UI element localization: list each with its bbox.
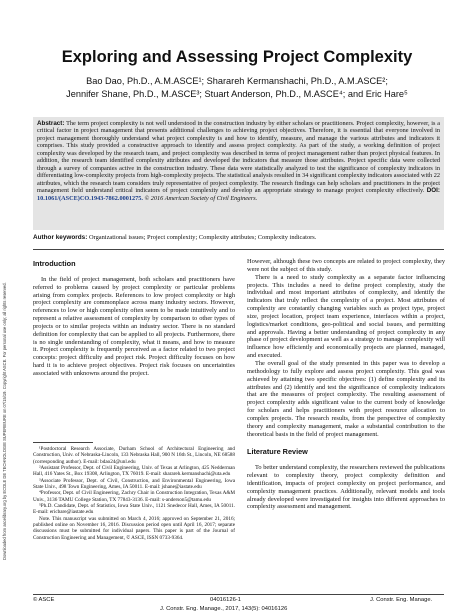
author-line-1: Bao Dao, Ph.D., A.M.ASCE¹; Sharareh Kermanshachi, Ph.D., A.M.ASCE²; <box>86 76 388 86</box>
right-paragraph-1: However, although these two concepts are related to project complexity, they were not the subject of this study. <box>247 258 445 273</box>
doi-label: DOI: <box>426 187 440 195</box>
footnote-2: ²Assistant Professor, Dept. of Civil Engineering, Univ. of Texas at Arlington, 425 Nedderman Hall, 416 Yates St., Box 19308, Arlington, TX 76019. E-mail: sharareh.kermanshachi@uta.edu <box>33 465 235 478</box>
footnote-divider <box>33 442 93 443</box>
footer-journal: J. Constr. Eng. Manage. <box>370 597 433 603</box>
keywords-text: Organizational issues; Project complexity; Complexity attributes; Complexity indicators. <box>88 234 317 241</box>
footnote-3: ³Associate Professor, Dept. of Civil, Construction, and Environmental Engineering, Iowa State Univ., 498 Town Engineering, Ames, IA 50011. E-mail: jshane@iastate.edu <box>33 477 235 491</box>
footnote-1: ¹Postdoctoral Research Associate, Durham School of Architectural Engineering and Construction, Univ. of Nebraska-Lincoln, 133 Nebraska Hall, 900 N 16th St., Lincoln, NE 68588 (corresponding author). E-mail: bdao24@unl.edu <box>33 446 235 465</box>
footnote-5: ⁵Ph.D. Candidate, Dept. of Statistics, Iowa State Univ., 1121 Snedecor Hall, Ames, IA 50011. E-mail: ericbare@iastate.edu <box>33 503 235 516</box>
keywords <box>33 234 444 242</box>
introduction-heading: Introduction <box>33 259 76 268</box>
keywords-label: Author keywords: <box>33 234 88 241</box>
intro-paragraph: In the field of project management, both scholars and practitioners have referred to problems caused by project complexity or particular problems arising from complex projects. References to low project complexity or high project complexity are commonplace across many industry sectors. However, references to low or high complexity often seem to be made intuitively and to represent a relative assessment of complexity by comparison to other types of projects or to similar projects within an industry sector. There is no standard definition for complexity that can be applied to all projects. Furthermore, there is no single understanding of complexity, what it means, and how to measure it. Project complexity is frequently perceived as a factor related to two project concepts: project difficulty and project risk. Project difficulty focuses on how hard it is to achieve project objectives. Project risk focuses on uncertainties associated with unknowns around the project. <box>33 275 235 377</box>
footer-divider <box>33 594 444 595</box>
footer-citation: J. Constr. Eng. Manage., 2017, 143(5): 04016126 <box>160 606 288 612</box>
abstract-label: Abstract: <box>37 120 65 127</box>
abstract-text: The term project complexity is not well understood in the construction industry by either scholars or practitioners. Project complexity, however, is a critical factor in project management that presents additional challenges to achieving project objectives. Therefore, it is essential that everyone involved in project management thoroughly understand what project complexity is and how to identify, measure, and manage the various attributes and indicators it comprises. This study provided a constructive approach to identify and assess project complexity. As part of the study, a working definition of project complexity was developed by the research team, and project complexity was described in terms of project management rather than project physical features. In addition, the research team identified complexity attributes and developed the indicators that measure those attributes. Project specific data were collected through a survey of companies active in the construction industry. These data were statistically analyzed to test the significance of complexity indicators in differentiating low-complexity projects from high-complexity projects. The statistical analysis resulted in 34 significant complexity indicators associated with 22 attributes, which the research team considers truly representative of project complexity. The research findings can help scholars and practitioners in the project management field understand critical indicators of project complexity and develop an appropriate strategy to manage project complexity effectively. <box>37 120 440 195</box>
author-list <box>30 75 444 100</box>
literature-review-heading: Literature Review <box>247 447 308 457</box>
paper-title: Exploring and Assessing Project Complexity <box>61 48 413 66</box>
footer-page-id: 04016126-1 <box>210 597 241 603</box>
abstract-copyright: © 2016 American Society of Civil Engineers. <box>144 194 258 202</box>
footer-copyright: © ASCE <box>33 597 55 603</box>
doi-link[interactable]: 10.1061/(ASCE)CO.1943-7862.0001275. <box>37 194 143 202</box>
left-column <box>33 258 235 436</box>
abstract-box <box>33 117 444 230</box>
literature-paragraph: To better understand complexity, the researchers reviewed the publications relevant to complexity theory, project complexity definition and identification, impacts of project complexity on project performance, and complexity management practices. Additionally, relevant models and tools already developed were investigated for insights into different approaches to complexity assessment and management. <box>247 464 445 511</box>
download-notice: Downloaded from ascelibrary.org by ECOLE DE TECHNOLOGIE SUPERIEURE on 07/15/19. Copyright ASCE. For personal use only; all rights reserved. <box>2 282 7 560</box>
right-column <box>247 258 445 588</box>
author-line-2: Jennifer Shane, Ph.D., M.ASCE³; Stuart Anderson, Ph.D., M.ASCE⁴; and Eric Hare⁵ <box>66 88 408 99</box>
footnotes <box>33 446 235 586</box>
right-paragraph-3: The overall goal of the study presented in this paper was to develop a methodology to fully explore and assess project complexity. This goal was achieved by attaining two specific objectives: (1) define complexity and its attributes and (2) identify and test the significance of complexity indicators that are the measures of project complexity. The resulting assessment of project complexity adds significant value to the current body of knowledge for scholars and helps practitioners with project resource allocation to complex projects. The research results, from the perspective of complexity theory and complexity management, make a substantial contribution to the theoretical basis in the field of project management. <box>247 359 445 438</box>
header-divider <box>33 249 444 250</box>
manuscript-note: Note. This manuscript was submitted on March 4, 2016; approved on September 21, 2016; published online on November 16, 2016. Discussion period open until April 16, 2017; separate discussions must be submitted for individual papers. This paper is part of the Journal of Construction Engineering and Management, © ASCE, ISSN 0733-9364. <box>33 515 235 541</box>
right-paragraph-2: There is a need to study complexity as a separate factor influencing projects. This includes a need to define project complexity, study the individual and most important attributes of complexity, and identify the indicators that truly reflect the complexity of a project. Most attributes of complexity are constantly changing variables such as project type, project size, project location, project team experience, interfaces within a project, logistics/market conditions, geo-political and social issues, and permitting and approvals. Having a better understanding of project complexity in any phase of project development as well as a strategy to manage complexity will influence how efficiently and economically projects are planned, managed, and executed. <box>247 273 445 360</box>
footnote-4: ⁴Professor, Dept. of Civil Engineering, Zachry Chair in Construction Integration, Texas A&M Univ., 3136 TAMU College Station, TX 77843-3136. E-mail: s-anderson5@tamu.edu <box>33 490 235 503</box>
